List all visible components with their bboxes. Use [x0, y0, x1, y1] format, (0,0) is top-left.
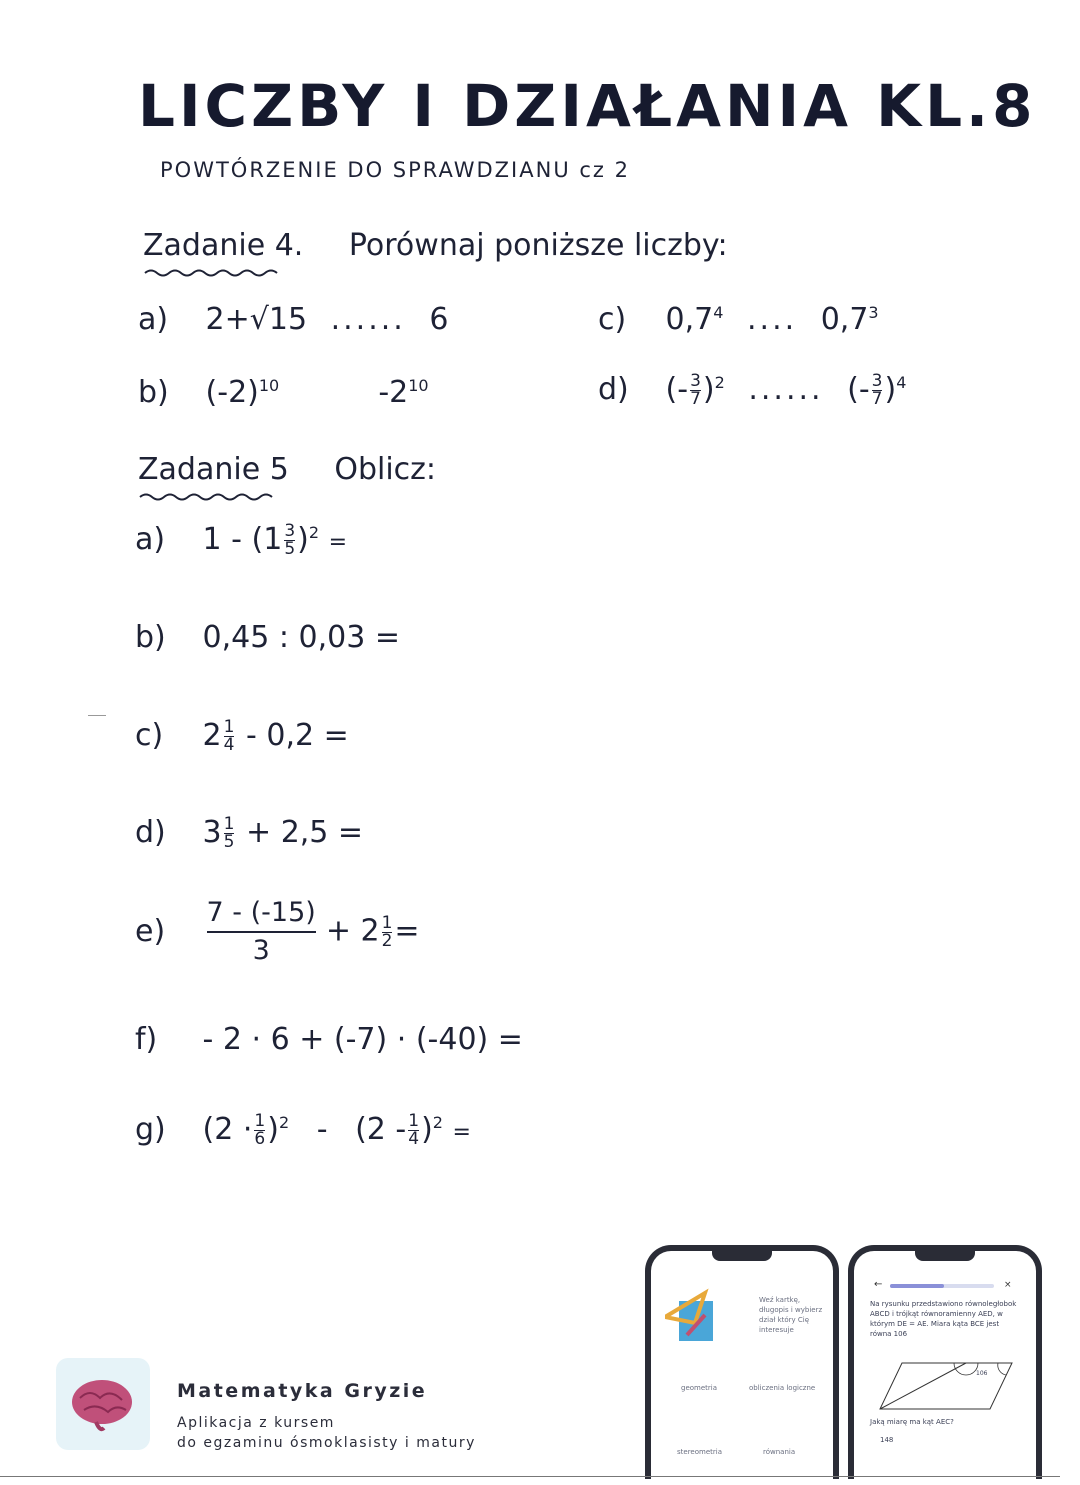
progress-track — [890, 1284, 994, 1288]
item-letter: d) — [135, 815, 166, 850]
compare-dots: ...... — [330, 302, 406, 337]
fraction: $\frac{1}{6}$ — [254, 1111, 266, 1149]
expr-right: 6 — [429, 302, 449, 337]
equals-sign: = — [452, 1120, 471, 1145]
equals-sign: = — [394, 913, 420, 949]
question-ask: Jaką miarę ma kąt AEC? — [870, 1418, 954, 1426]
phone-notch — [915, 1251, 975, 1261]
expr-left-base: (-2) — [205, 375, 259, 410]
menu-item-rownania[interactable]: równania — [763, 1448, 796, 1456]
expression: - 0,2 = — [246, 718, 349, 753]
back-arrow-icon[interactable]: ← — [874, 1279, 883, 1290]
question-text: Na rysunku przedstawiono równoległobok ABCD i trójkąt równoramienny AED, w którym DE = AE. Miara kąta BCE jest równa 106 — [870, 1300, 1017, 1338]
close-icon[interactable]: × — [1004, 1280, 1012, 1290]
squiggle-underline — [138, 491, 278, 501]
fraction: $\frac{3}{5}$ — [284, 521, 296, 559]
tagline-line: do egzaminu ósmoklasisty i matury — [177, 1435, 476, 1451]
expr-right-exp: 10 — [408, 376, 429, 395]
task4-b — [138, 375, 429, 410]
exponent: 2 — [308, 523, 320, 542]
squiggle-underline — [143, 267, 283, 277]
whole-part: 2 — [202, 718, 222, 753]
task5-d — [135, 815, 363, 851]
minus-sign: - — [316, 1112, 328, 1147]
expr-left-exp: 10 — [258, 376, 280, 395]
progress-fill — [890, 1284, 944, 1288]
fraction: $\frac{1}{4}$ — [223, 717, 235, 755]
footer-divider — [0, 1476, 1060, 1477]
task5-b — [135, 620, 400, 655]
fraction: $\frac{1}{2}$ — [381, 912, 393, 951]
expr-right-base: 0,7 — [820, 302, 869, 337]
expr-left-exp: 4 — [713, 303, 724, 322]
fraction-large: $\frac{7 - (-15)}{3}$ — [206, 897, 316, 966]
expr-part: 1 - (1 — [202, 522, 283, 557]
fraction: $\frac{3}{7}$ — [690, 371, 701, 409]
expr-part: + 2 — [325, 913, 380, 949]
task4-heading — [143, 228, 728, 263]
task5-a — [135, 522, 347, 558]
phone-notch — [712, 1251, 772, 1261]
brand-tagline — [177, 1413, 476, 1453]
item-letter: a) — [138, 302, 169, 337]
brand-logo-box — [56, 1358, 150, 1450]
task5-f — [135, 1022, 523, 1057]
fraction: $\frac{1}{5}$ — [223, 814, 235, 852]
exponent: 2 — [278, 1113, 290, 1132]
page-subtitle: POWTÓRZENIE DO SPRAWDZIANU cz 2 — [160, 158, 630, 182]
item-letter: c) — [135, 718, 164, 753]
task5-label: Zadanie 5 — [138, 452, 289, 487]
brain-icon — [56, 1358, 150, 1450]
item-letter: c) — [598, 302, 627, 337]
page-title: LICZBY I DZIAŁANIA KL.8 — [138, 72, 1037, 140]
expr-right-exp: 4 — [896, 373, 907, 392]
phone-mockup-1 — [645, 1245, 839, 1479]
item-letter: f) — [135, 1022, 158, 1057]
expr-left-base: 0,7 — [665, 302, 714, 337]
task5-g: g) (2 · $\frac{1}{6}$ )$^2$ - (2 - $\frac{1}{4}$ )$^2$ = — [135, 1111, 471, 1149]
ruler-triangle-icon — [665, 1287, 715, 1343]
task5-c — [135, 718, 349, 754]
phone-mockup-2 — [848, 1245, 1042, 1479]
whole-part: 3 — [202, 815, 222, 850]
expr-part: ) — [297, 522, 309, 557]
task4-a — [138, 302, 448, 337]
expr-left-exp: 2 — [714, 373, 725, 392]
expression: - 2 · 6 + (-7) · (-40) = — [202, 1022, 523, 1057]
expression: 0,45 : 0,03 = — [202, 620, 400, 655]
task4-label: Zadanie 4. — [143, 228, 304, 263]
expr-right-base: -2 — [378, 375, 409, 410]
answer-option[interactable]: 148 — [880, 1436, 894, 1444]
item-letter: b) — [138, 375, 169, 410]
menu-item-stereometria[interactable]: stereometria — [677, 1448, 722, 1456]
task5-heading — [138, 452, 436, 487]
expression: + 2,5 = — [246, 815, 364, 850]
fraction: $\frac{1}{4}$ — [408, 1111, 420, 1149]
angle-label: 106 — [976, 1370, 988, 1377]
fraction: $\frac{3}{7}$ — [871, 371, 883, 409]
expr-right-exp: 3 — [868, 303, 879, 322]
compare-dots: .... — [747, 302, 798, 337]
item-letter: e) — [135, 913, 166, 949]
item-letter: d) — [598, 372, 629, 407]
equals-sign: = — [328, 530, 348, 555]
margin-mark — [88, 715, 106, 716]
item-letter: a) — [135, 522, 166, 557]
task4-c — [598, 302, 879, 337]
task5-e — [135, 898, 420, 966]
expr-part: (2 - — [355, 1112, 407, 1147]
card-text: Weź kartkę, długopis i wybierz dział który Cię interesuje — [759, 1296, 823, 1334]
compare-dots: ...... — [748, 372, 824, 407]
brand-name: Matematyka Gryzie — [177, 1380, 428, 1402]
parallelogram-diagram — [872, 1357, 1022, 1415]
expr-part: (2 · — [202, 1112, 253, 1147]
item-letter: b) — [135, 620, 166, 655]
tagline-line: Aplikacja z kursem — [177, 1415, 335, 1431]
menu-item-geometria[interactable]: geometria — [681, 1384, 718, 1392]
menu-item-obliczenia[interactable]: obliczenia logiczne — [749, 1384, 816, 1392]
task4-prompt: Porównaj poniższe liczby: — [348, 228, 728, 263]
exponent: 2 — [432, 1113, 443, 1132]
task4-d: d) (- $\frac{3}{7}$ )$^2$ ...... (- $\frac{3}{7}$ )$^4$ — [598, 371, 907, 409]
item-letter: g) — [135, 1112, 166, 1147]
task5-prompt: Oblicz: — [334, 452, 437, 487]
expr-left: 2+√15 — [205, 302, 308, 337]
